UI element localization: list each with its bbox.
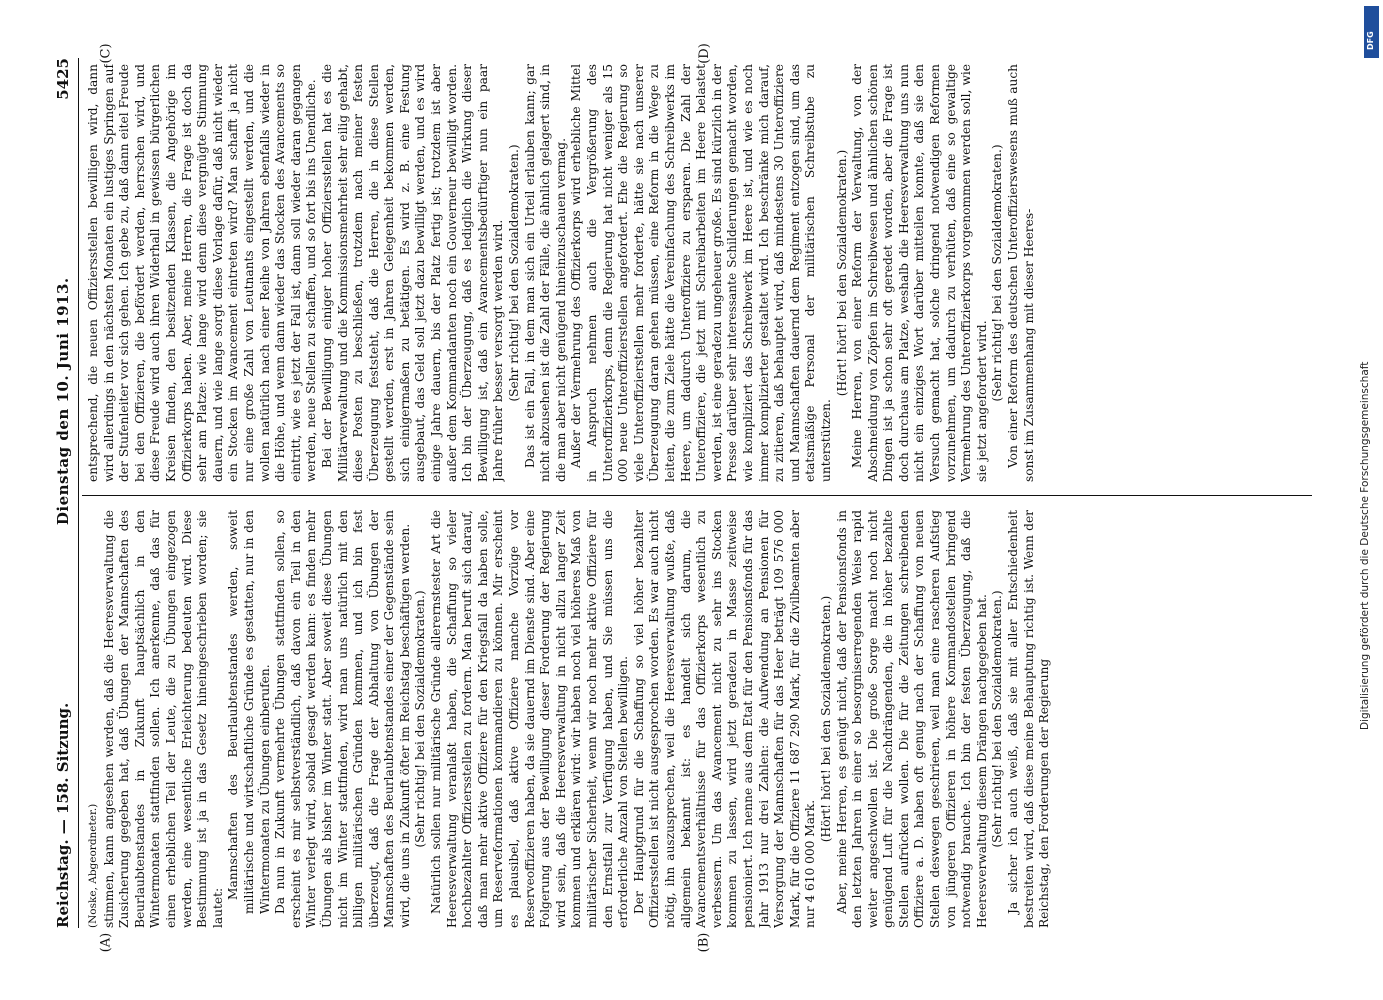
- page-number: 5425: [54, 58, 72, 100]
- quoted-paragraph: Mannschaften des Beurlaubtenstandes werden, soweit militärische und wirtschaftliche Gründe es gestatten, nur in den Wintermonaten zu Übungen einberufen.: [226, 510, 272, 914]
- paragraph: Meine Herren, von einer Reform der Verwaltung, von der Abschneidung von Zöpfen im Schreibwesen und ähnlichen schönen Dingen ist ja schon sehr oft geredet worden, aber die Frage ist doch durchaus am Platze, weshalb die Heeresverwaltung uns nun nicht ein einziges Wort darüber mitteilen konnte, daß sie den Versuch gemacht hat, solche dringend notwendigen Reformen vorzunehmen, um dadurch zu verhüten, daß eine so gewaltige Vermehrung des Unteroffizierkorps vorgenommen werden soll, wie sie jetzt angefordert wird.: [850, 64, 989, 482]
- interjection: (Hört! hört! bei den Sozialdemokraten.): [834, 149, 849, 397]
- left-column: [86, 510, 1311, 928]
- rotated-page-content: [52, 58, 1322, 928]
- paragraph: entsprechend, die neuen Offiziersstellen bewilligen wird, dann wird allerdings in den nächsten Monaten ein lustiges Springen auf der Stufenleiter vor sich gehen. Ich gebe zu, daß dann eitel Freude bei den Offizieren, die befördert werden, herrschen wird, und diese Freude wird auch ihren Widerhall in gewissen bürgerlichen Kreisen finden, den besitzenden Klassen, die Angehörige im Offizierkorps haben. Aber, meine Herren, die Frage ist doch da sehr am Platze: wie lange wird denn diese vergnügte Stimmung dauern, und wie lange sorgt diese Vorlage dafür, daß nicht wieder ein Stocken im Avancement eintreten wird? Man schafft ja nicht nur eine große Zahl von Leutnants eingestellt werden, und die wollen natürlich nach einer Reihe von Jahren ebenfalls wieder in die Höhe, und wenn dann wieder das Stocken des Avancements so eintritt, wie es jetzt der Fall ist, dann soll wieder daran gegangen werden, neue Stellen zu schaffen, und so fort bis ins Unendliche.: [86, 64, 319, 482]
- paragraph: Außer der Vermehrung des Offizierkorps wird erhebliche Mittel in Anspruch nehmen auch die Vergrößerung des Unteroffizierkorps, denn die Regierung hat nicht weniger als 15 000 neue Unteroffizierstellen angefordert. Ehe die Regierung so viele Unteroffizierstellen mehr forderte, hätte sie nach unserer Überzeugung daran gehen müssen, eine Reform in die Wege zu leiten, die zum Ziele hätte die Vereinfachung des Schreibwerks im Heere, um dadurch Unteroffiziere zu ersparen. Die Zahl der Unteroffiziere, die jetzt mit Schreibarbeiten im Heere belastet werden, ist eine geradezu ungeheuer große. Es sind kürzlich in der Presse darüber sehr interessante Schilderungen gemacht worden, wie kompliziert das Schreibwerk im Heere ist, und wie es noch immer komplizierter gestaltet wird. Ich beschränke mich darauf, zu zitieren, daß behauptet wird, daß mindestens 30 Unteroffiziere und Mannschaften dauernd dem Regiment entzogen sind, um das etatsmäßige Personal der militärischen Schreibstube zu unterstützen.: [569, 64, 833, 482]
- paragraph: Natürlich sollen nur militärische Gründe allerernstester Art die Heeresverwaltung veranlaßt haben, die Schaffung so vieler hochbezahlter Offiziersstellen zu fordern. Man beruft sich darauf, daß man mehr aktive Offiziere für den Kriegsfall da haben solle, um Reserveformationen kommandieren zu können. Mir erscheint es plausibel, daß aktive Offiziere manche Vorzüge vor Reserveoffizieren haben, da sie dauernd im Dienste sind. Aber eine Folgerung aus der Bewilligung dieser Forderung der Regierung wird sein, daß die Heeresverwaltung in nicht allzu langer Zeit kommen und erklären wird: wir haben noch viel höheres Maß von militärischer Sicherheit, wenn wir noch mehr aktive Offiziere für den Ernstfall zur Verfügung haben, und Sie müssen uns die erforderliche Anzahl von Stellen bewilligen.: [429, 510, 631, 928]
- paragraph: Aber, meine Herren, es genügt nicht, daß der Pensionsfonds in den letzten Jahren in einer so besorgniserregenden Weise rapid weiter angeschwollen ist. Die große Sorge macht noch nicht genügend Luft für die Nachdrängenden, die in höher bezahlte Stellen aufrücken wollen. Die für die Zeitungen schreibenden Offiziere a. D. haben oft genug nach der Schaffung von neuen Stellen deswegen geschrieen, weil man eine rascheren Aufstieg von jüngeren Offizieren in höhere Kommandostellen bringend notwendig brauche. Ich bin der festen Überzeugung, daß die Heeresverwaltung diesem Drängen nachgegeben hat.: [834, 510, 989, 928]
- right-column: [86, 64, 1311, 482]
- interjection: (Sehr richtig! bei den Sozialdemokraten.): [413, 590, 428, 848]
- header-rule: [78, 58, 79, 928]
- margin-marker-d: (D): [696, 43, 712, 64]
- running-header: [52, 58, 74, 928]
- digitization-note-text: Digitalisierung gefördert durch die Deutsche Forschungsgemeinschaft: [1359, 361, 1371, 730]
- margin-marker-c: (C): [98, 43, 114, 64]
- interjection: (Sehr richtig! bei den Sozialdemokraten.): [507, 144, 522, 402]
- header-center: Dienstag den 10. Juni 1913.: [54, 277, 72, 526]
- column-divider: [82, 495, 1312, 496]
- header-left: Reichstag. — 158. Sitzung.: [54, 702, 72, 928]
- paragraph: stimmen, kann angesehen werden, daß die Heeresverwaltung die Zusicherung gegeben hat, daß Übungen der Mannschaften des Beurlaubtenstandes in Zukunft hauptsächlich in den Wintermonaten stattfinden sollen. Ich anerkenne, daß das für einen erheblichen Teil der Leute, die zu Übungen eingezogen werden, eine wesentliche Erleichterung bedeuten wird. Diese Bestimmung ist ja in das Gesetz hineingeschrieben worden; sie lautet:: [101, 510, 225, 928]
- speaker-label: (Noske, Abgeordneter.): [87, 803, 99, 928]
- interjection: (Sehr richtig! bei den Sozialdemokraten.): [990, 144, 1005, 402]
- paragraph: Das ist ein Fall, in dem man sich ein Urteil erlauben kann; gar nicht abzusehen ist die Zahl der Fälle, die ähnlich gelagert sind, in die man aber nicht genügend hineinzuschauen vermag.: [522, 64, 568, 482]
- digitization-note: [1357, 70, 1379, 730]
- paragraph: Da nun in Zukunft vermehrte Übungen stattfinden sollen, so erscheint es mir selbstverständlich, daß davon ein Teil in den Winter verlegt wird, sobald gesagt werden kann: es finden mehr Übungen als bisher im Winter statt. Aber soweit diese Übungen nicht im Winter stattfinden, wird man uns natürlich mit den billigen militärischen Gründen kommen, und ich bin fest überzeugt, daß die Frage der Abhaltung von Übungen der Mannschaften des Beurlaubtenstandes einer der Gegenstände sein wird, die uns in Zukunft öfter im Reichstag beschäftigen werden.: [273, 510, 412, 928]
- dfg-logo: DFG: [1364, 6, 1379, 58]
- interjection: (Hört! hört! bei den Sozialdemokraten.): [818, 595, 833, 843]
- interjection: (Sehr richtig! bei den Sozialdemokraten.): [990, 590, 1005, 848]
- paragraph: Ja sicher ich auch weiß, daß sie mit aller Entschiedenheit bestreiten wird, daß diese meine Behauptung richtig ist. Wenn der Reichstag, den Forderungen der Regierung: [1006, 510, 1052, 928]
- paragraph: Bei der Bewilligung einiger hoher Offiziersstellen hat es die Militärverwaltung und die Kommissionsmehrheit sehr eilig gehabt, diese Posten zu beschließen, trotzdem nach meiner festen Überzeugung feststeht, daß die Herren, die in diese Stellen gestellt werden, erst in Jahren Gelegenheit bekommen werden, sich einigermaßen zu betätigen. Es wird z. B. eine Festung ausgebaut, das Geld soll jetzt dazu bewilligt werden, und es wird einige Jahre dauern, bis der Platz fertig ist; trotzdem ist aber außer dem Kommandanten noch ein Gouverneur bewilligt worden. Ich bin der Überzeugung, daß es lediglich die Wirkung dieser Bewilligung ist, daß ein Avancementsbedürftiger nun ein paar Jahre früher besser versorgt werden wird.: [319, 64, 506, 482]
- paragraph: Der Hauptgrund für die Schaffung so viel höher bezahlter Offiziersstellen ist nicht ausgesprochen worden. Es war auch nicht nötig, ihn auszusprechen, weil die Heeresverwaltung wußte, daß allgemein bekannt ist: es handelt sich darum, die Avancementsverhältnisse für das Offizierkorps wesentlich zu verbessern. Um das Avancement nicht zu sehr ins Stocken kommen zu lassen, wird jetzt geradezu in Masse zeitweise pensioniert. Ich nenne aus dem Etat für den Pensionsfonds für das Jahr 1913 nur drei Zahlen: die Aufwendung an Pensionen für Versorgung der Mannschaften für das Heer beträgt 109 576 000 Mark, für die Offiziere 11 687 290 Mark, für die Zivilbeamten aber nur 4 610 000 Mark.: [631, 510, 818, 928]
- margin-marker-a: (A): [98, 932, 114, 953]
- margin-marker-b: (B): [696, 932, 712, 953]
- paragraph: Von einer Reform des deutschen Unteroffizierswesens muß auch sonst im Zusammenhang mit dieser Heeres-: [1006, 64, 1036, 482]
